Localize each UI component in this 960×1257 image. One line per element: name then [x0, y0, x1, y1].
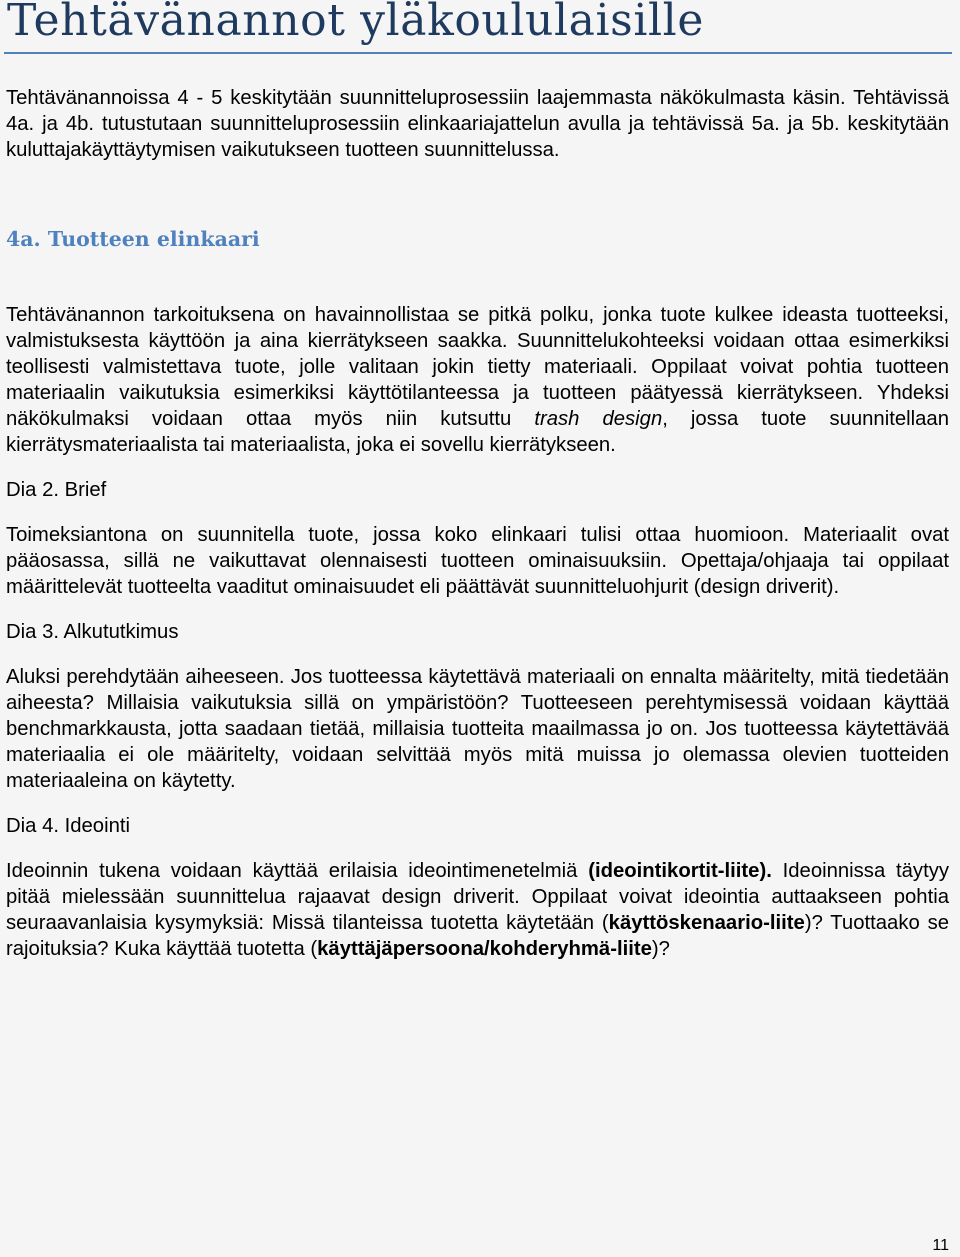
paragraph-text: )? Tuottaako se rajoituksia? Kuka käyttää tuotetta ( — [6, 912, 949, 960]
dia-4-paragraph — [6, 858, 949, 962]
section-heading: 4a. Tuotteen elinkaari — [6, 227, 260, 251]
dia-3-paragraph: Aluksi perehdytään aiheeseen. Jos tuotteessa käytettävä materiaali on ennalta määritelty, mitä tiedetään aiheesta? Millaisia vaikutuksia sillä on ympäristöön? Tuotteeseen perehtymisessä voidaan käyttää benchmarkkausta, jotta saadaan tietää, millaisia tuotteita maailmassa jo on. Jos tuotteessa käytettävää materiaalia ei ole määritelty, voidaan selvittää myös mitä muissa jo olemassa olevien tuotteiden materiaaleina on käytetty. — [6, 666, 949, 792]
intro-paragraph: Tehtävänannoissa 4 - 5 keskitytään suunnitteluprosessiin laajemmasta näkökulmasta käsin. Tehtävissä 4a. ja 4b. tutustutaan suunnitteluprosessiin elinkaariajattelun avulla ja tehtävissä 5a. ja 5b. keskitytään kuluttajakäyttäytymisen vaikutukseen tuotteen suunnittelussa. — [6, 87, 949, 161]
dia-2-paragraph: Toimeksiantona on suunnitella tuote, jossa koko elinkaari tulisi ottaa huomioon. Materiaalit ovat pääosassa, sillä ne vaikuttavat olennaisesti tuotteen ominaisuuksiin. Opettaja/ohjaaja tai oppilaat määrittelevät tuotteelta vaaditut ominaisuudet eli päättävät suunnitteluohjurit (design driverit). — [6, 524, 949, 598]
section-paragraph — [6, 302, 949, 458]
appendix-reference: käyttöskenaario-liite — [608, 912, 805, 934]
title-divider — [4, 52, 952, 54]
italic-term: trash design — [534, 408, 663, 430]
paragraph-text: Ideoinnissa täytyy pitää mielessään suunnittelua rajaavat design driverit. Oppilaat voivat ideointia auttaakseen pohtia seuraavanlaisia kysymyksiä: Missä tilanteissa tuotetta käytetään ( — [6, 860, 949, 934]
dia-4-heading: Dia 4. Ideointi — [6, 815, 131, 837]
document-body — [6, 85, 949, 981]
dia-3-heading: Dia 3. Alkututkimus — [6, 621, 179, 643]
paragraph-text: , jossa tuote suunnitellaan kierrätysmateriaalista tai materiaalista, joka ei sovellu kierrätykseen. — [6, 408, 949, 456]
paragraph-text: Ideoinnin tukena voidaan käyttää erilaisia ideointimenetelmiä — [6, 860, 589, 882]
page-title: Tehtävänannot yläkoululaisille — [7, 0, 704, 46]
dia-2-heading: Dia 2. Brief — [6, 479, 107, 501]
paragraph-text: )? — [651, 938, 670, 960]
paragraph-text: Tehtävänannon tarkoituksena on havainnollistaa se pitkä polku, jonka tuote kulkee ideasta tuotteeksi, valmistuksesta käyttöön ja aina kierrätykseen saakka. Suunnittelukohteeksi voidaan ottaa esimerkiksi teollisesti valmistettava tuote, jolle valitaan jokin tietty materiaali. Oppilaat voivat pohtia tuotteen materiaalin vaikutuksia esimerkiksi käyttötilanteessa ja tuotteen päätyessä kierrätykseen. Yhdeksi näkökulmaksi voidaan ottaa myös niin kutsuttu — [6, 304, 949, 430]
page-number: 11 — [932, 1237, 949, 1254]
appendix-reference: käyttäjäpersoona/kohderyhmä-liite — [317, 938, 652, 960]
appendix-reference: (ideointikortit-liite). — [588, 860, 772, 882]
